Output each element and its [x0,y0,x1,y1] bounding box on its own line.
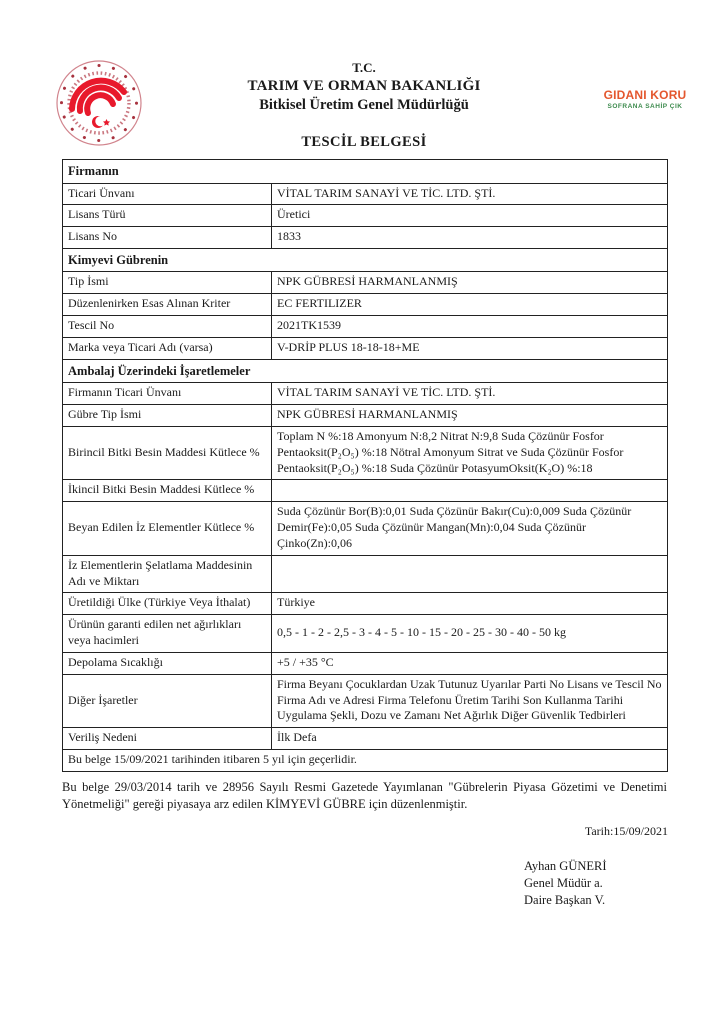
row-value [272,480,668,502]
row-label: Veriliş Nedeni [63,728,272,750]
table-row [63,615,668,653]
row-label: Tescil No [63,316,272,338]
row-value [272,555,668,593]
row-label: Ürünün garanti edilen net ağırlıkları veya hacimleri [63,615,272,653]
row-value: 1833 [272,227,668,249]
row-value: V-DRİP PLUS 18-18-18+ME [272,337,668,359]
row-label: Lisans Türü [63,205,272,227]
row-label: Marka veya Ticari Adı (varsa) [63,337,272,359]
signatory-title-2: Daire Başkan V. [524,893,606,908]
row-label: Üretildiği Ülke (Türkiye Veya İthalat) [63,593,272,615]
table-row [63,426,668,479]
table-row [63,674,668,727]
row-value: 2021TK1539 [272,316,668,338]
certificate-body [62,159,668,909]
row-value: 0,5 - 1 - 2 - 2,5 - 3 - 4 - 5 - 10 - 15 - 20 - 25 - 30 - 40 - 50 kg [272,615,668,653]
row-value: NPK GÜBRESİ HARMANLANMIŞ [272,272,668,294]
row-label: İkincil Bitki Besin Maddesi Kütlece % [63,480,272,502]
gidani-koru-logo [589,88,701,110]
issue-date: Tarih:15/09/2021 [584,824,668,839]
certificate-table [62,159,668,772]
row-label: Ticari Ünvanı [63,183,272,205]
table-row [63,728,668,750]
table-row [63,272,668,294]
table-row [63,480,668,502]
table-row [63,316,668,338]
row-label: Depolama Sıcaklığı [63,652,272,674]
table-row [63,227,668,249]
table-row [63,750,668,772]
row-value: Türkiye [272,593,668,615]
section-header-row [63,160,668,184]
table-row [63,383,668,405]
signatory-title-1: Genel Müdür a. [524,876,603,891]
section-title: Kimyevi Gübrenin [63,248,668,272]
row-label: İz Elementlerin Şelatlama Maddesinin Adı ve Miktarı [63,555,272,593]
row-value: +5 / +35 °C [272,652,668,674]
row-value: Firma Beyanı Çocuklardan Uzak Tutunuz Uyarılar Parti No Lisans ve Tescil No Firma Adı ve Adresi Firma Telefonu Üretim Tarihi Son Kullanma Tarihi Uygulama Şekli, Dozu ve Zamanı Net Ağırlık Diğer Güvenlik Tedbirleri [272,674,668,727]
row-value: NPK GÜBRESİ HARMANLANMIŞ [272,405,668,427]
section-header-row [63,248,668,272]
signatory-name: Ayhan GÜNERİ [524,859,607,874]
row-label: Firmanın Ticari Ünvanı [63,383,272,405]
table-row [63,205,668,227]
row-label: Beyan Edilen İz Elementler Kütlece % [63,502,272,555]
table-row [63,593,668,615]
row-label: Diğer İşaretler [63,674,272,727]
table-row [63,652,668,674]
table-row [63,294,668,316]
header-directorate: Bitkisel Üretim Genel Müdürlüğü [259,97,469,113]
row-value: Üretici [272,205,668,227]
campaign-line1: GIDANI KORU [603,88,687,102]
row-value: Toplam N %:18 Amonyum N:8,2 Nitrat N:9,8 Suda Çözünür Fosfor Pentaoksit(P₂O₅) %:18 Nötral Amonyum Sitrat ve Suda Çözünür Fosfor Pentaoksit(P₂O₅) %:18 Suda Çözünür PotasyumOksit(K₂O) %:18 [272,426,668,479]
row-label: Birincil Bitki Besin Maddesi Kütlece % [63,426,272,479]
section-title: Ambalaj Üzerindeki İşaretlemeler [63,359,668,383]
row-label: Tip İsmi [63,272,272,294]
table-row [63,183,668,205]
section-header-row [63,359,668,383]
table-row [63,337,668,359]
signature-block [524,858,668,909]
row-value: VİTAL TARIM SANAYİ VE TİC. LTD. ŞTİ. [272,183,668,205]
header-tc: T.C. [352,60,376,75]
row-value: İlk Defa [272,728,668,750]
table-row [63,405,668,427]
campaign-line2: SOFRANA SAHİP ÇIK [607,103,683,110]
table-row [63,555,668,593]
row-value: Suda Çözünür Bor(B):0,01 Suda Çözünür Bakır(Cu):0,009 Suda Çözünür Demir(Fe):0,05 Suda Çözünür Mangan(Mn):0,04 Suda Çözünür Çinko(Zn):0,06 [272,502,668,555]
section-title: Firmanın [63,160,668,184]
row-label: Lisans No [63,227,272,249]
regulation-note: Bu belge 29/03/2014 tarih ve 28956 Sayılı Resmi Gazetede Yayımlanan "Gübrelerin Piyasa Gözetimi ve Denetimi Yönetmeliği" gereği piyasaya arz edilen KİMYEVİ GÜBRE için düzenlenmiştir. [62,779,667,812]
row-value: EC FERTILIZER [272,294,668,316]
row-label: Gübre Tip İsmi [63,405,272,427]
validity-note: Bu belge 15/09/2021 tarihinden itibaren 5 yıl için geçerlidir. [63,750,668,772]
row-label: Düzenlenirken Esas Alınan Kriter [63,294,272,316]
header-ministry: TARIM VE ORMAN BAKANLIĞI [247,78,481,94]
row-value: VİTAL TARIM SANAYİ VE TİC. LTD. ŞTİ. [272,383,668,405]
table-row [63,502,668,555]
document-title: TESCİL BELGESİ [301,134,427,150]
